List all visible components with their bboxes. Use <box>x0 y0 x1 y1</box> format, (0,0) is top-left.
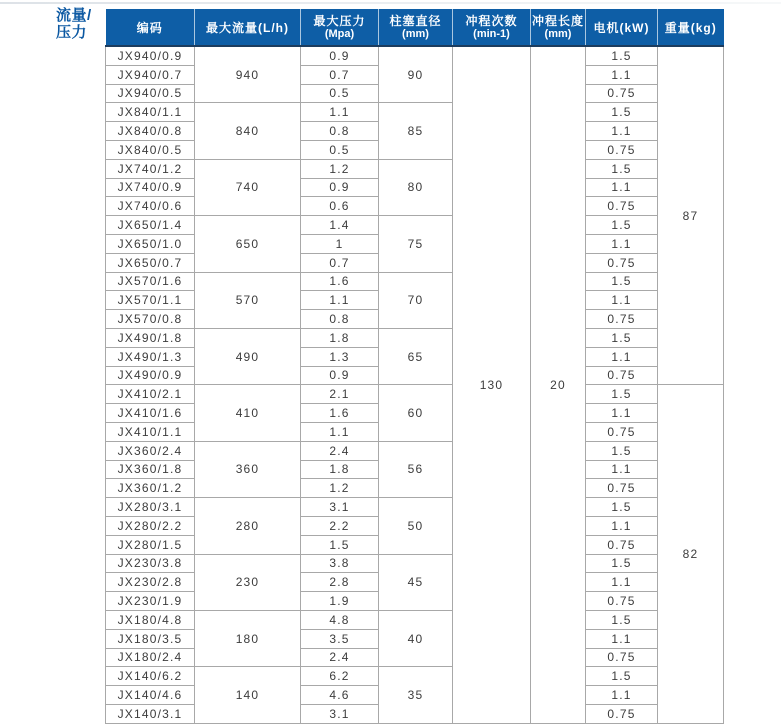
table-row <box>106 385 724 404</box>
cell-max-pressure: 2.1 <box>301 385 379 404</box>
cell-code: JX140/3.1 <box>106 704 195 723</box>
cell-max-flow: 570 <box>195 272 301 328</box>
column-header-7: 重量(kg) <box>658 9 724 46</box>
cell-code: JX650/0.7 <box>106 253 195 272</box>
cell-motor-power: 1.5 <box>586 441 658 460</box>
cell-motor-power: 1.5 <box>586 159 658 178</box>
cell-motor-power: 0.75 <box>586 253 658 272</box>
cell-code: JX410/1.1 <box>106 422 195 441</box>
cell-max-pressure: 2.8 <box>301 573 379 592</box>
cell-max-pressure: 1.8 <box>301 460 379 479</box>
cell-code: JX280/3.1 <box>106 498 195 517</box>
cell-motor-power: 0.75 <box>586 84 658 103</box>
cell-code: JX570/0.8 <box>106 310 195 329</box>
table-row <box>106 441 724 460</box>
cell-plunger-diameter: 85 <box>379 103 453 159</box>
cell-max-flow: 230 <box>195 554 301 610</box>
cell-motor-power: 1.1 <box>586 460 658 479</box>
cell-code: JX840/1.1 <box>106 103 195 122</box>
table-row <box>106 667 724 686</box>
cell-max-pressure: 1.8 <box>301 328 379 347</box>
section-label-flow-pressure <box>56 7 92 41</box>
cell-max-pressure: 2.4 <box>301 648 379 667</box>
cell-motor-power: 1.5 <box>586 46 658 65</box>
cell-motor-power: 0.75 <box>586 140 658 159</box>
cell-code: JX180/3.5 <box>106 629 195 648</box>
cell-motor-power: 1.5 <box>586 328 658 347</box>
cell-plunger-diameter: 45 <box>379 554 453 610</box>
cell-motor-power: 1.5 <box>586 554 658 573</box>
table-row <box>106 554 724 573</box>
cell-motor-power: 0.75 <box>586 648 658 667</box>
cell-stroke-rate: 130 <box>453 46 531 723</box>
cell-code: JX940/0.5 <box>106 84 195 103</box>
cell-max-pressure: 1.5 <box>301 535 379 554</box>
cell-code: JX840/0.5 <box>106 140 195 159</box>
cell-motor-power: 1.5 <box>586 667 658 686</box>
cell-plunger-diameter: 50 <box>379 498 453 554</box>
cell-max-pressure: 1.1 <box>301 103 379 122</box>
table-row <box>106 159 724 178</box>
cell-motor-power: 1.1 <box>586 122 658 141</box>
cell-code: JX490/1.8 <box>106 328 195 347</box>
cell-plunger-diameter: 35 <box>379 667 453 723</box>
cell-plunger-diameter: 80 <box>379 159 453 215</box>
cell-max-pressure: 3.8 <box>301 554 379 573</box>
cell-max-pressure: 1.9 <box>301 592 379 611</box>
cell-plunger-diameter: 75 <box>379 216 453 272</box>
column-header-3: 柱塞直径 (mm) <box>379 9 453 46</box>
cell-motor-power: 0.75 <box>586 422 658 441</box>
cell-max-pressure: 0.5 <box>301 140 379 159</box>
cell-motor-power: 0.75 <box>586 310 658 329</box>
cell-motor-power: 1.5 <box>586 385 658 404</box>
cell-code: JX280/2.2 <box>106 516 195 535</box>
cell-max-pressure: 1 <box>301 234 379 253</box>
cell-code: JX740/0.9 <box>106 178 195 197</box>
cell-max-pressure: 0.9 <box>301 178 379 197</box>
cell-code: JX740/0.6 <box>106 197 195 216</box>
table-row <box>106 216 724 235</box>
cell-motor-power: 1.5 <box>586 610 658 629</box>
cell-max-flow: 360 <box>195 441 301 497</box>
cell-motor-power: 1.1 <box>586 347 658 366</box>
cell-max-pressure: 0.8 <box>301 310 379 329</box>
cell-max-pressure: 1.1 <box>301 422 379 441</box>
spec-table-body <box>106 46 724 723</box>
column-header-1: 最大流量(L/h) <box>195 9 301 46</box>
pump-spec-table <box>105 9 724 724</box>
cell-motor-power: 1.1 <box>586 65 658 84</box>
cell-max-pressure: 3.5 <box>301 629 379 648</box>
cell-max-pressure: 2.4 <box>301 441 379 460</box>
cell-max-pressure: 2.2 <box>301 516 379 535</box>
column-header-2: 最大压力 (Mpa) <box>301 9 379 46</box>
cell-code: JX230/3.8 <box>106 554 195 573</box>
section-label-line2: 压力 <box>56 24 88 41</box>
cell-code: JX180/2.4 <box>106 648 195 667</box>
cell-max-pressure: 3.1 <box>301 704 379 723</box>
cell-code: JX740/1.2 <box>106 159 195 178</box>
cell-plunger-diameter: 56 <box>379 441 453 497</box>
cell-code: JX230/1.9 <box>106 592 195 611</box>
cell-code: JX570/1.1 <box>106 291 195 310</box>
cell-max-pressure: 4.6 <box>301 686 379 705</box>
cell-motor-power: 1.1 <box>586 291 658 310</box>
cell-motor-power: 1.5 <box>586 498 658 517</box>
cell-motor-power: 0.75 <box>586 479 658 498</box>
cell-code: JX650/1.0 <box>106 234 195 253</box>
cell-max-flow: 840 <box>195 103 301 159</box>
cell-plunger-diameter: 60 <box>379 385 453 441</box>
cell-max-pressure: 1.3 <box>301 347 379 366</box>
cell-motor-power: 1.5 <box>586 216 658 235</box>
cell-code: JX410/1.6 <box>106 404 195 423</box>
cell-motor-power: 0.75 <box>586 535 658 554</box>
column-header-0: 编码 <box>106 9 195 46</box>
cell-max-pressure: 3.1 <box>301 498 379 517</box>
cell-max-pressure: 6.2 <box>301 667 379 686</box>
cell-plunger-diameter: 90 <box>379 46 453 103</box>
cell-code: JX570/1.6 <box>106 272 195 291</box>
cell-code: JX140/4.6 <box>106 686 195 705</box>
cell-code: JX410/2.1 <box>106 385 195 404</box>
cell-max-flow: 650 <box>195 216 301 272</box>
cell-motor-power: 1.5 <box>586 272 658 291</box>
cell-max-flow: 490 <box>195 328 301 384</box>
cell-max-pressure: 0.8 <box>301 122 379 141</box>
cell-max-pressure: 0.6 <box>301 197 379 216</box>
table-row <box>106 103 724 122</box>
cell-motor-power: 1.1 <box>586 234 658 253</box>
cell-motor-power: 1.5 <box>586 103 658 122</box>
cell-max-pressure: 1.6 <box>301 272 379 291</box>
cell-max-flow: 180 <box>195 610 301 666</box>
cell-max-pressure: 0.7 <box>301 65 379 84</box>
cell-code: JX360/2.4 <box>106 441 195 460</box>
cell-code: JX360/1.8 <box>106 460 195 479</box>
section-label-line1: 流量/ <box>56 7 92 24</box>
cell-max-flow: 410 <box>195 385 301 441</box>
cell-code: JX230/2.8 <box>106 573 195 592</box>
cell-code: JX140/6.2 <box>106 667 195 686</box>
cell-motor-power: 0.75 <box>586 704 658 723</box>
table-row <box>106 46 724 65</box>
cell-max-flow: 140 <box>195 667 301 723</box>
spec-table-header-row <box>106 9 724 46</box>
cell-motor-power: 0.75 <box>586 592 658 611</box>
column-header-4: 冲程次数 (min-1) <box>453 9 531 46</box>
cell-code: JX940/0.7 <box>106 65 195 84</box>
cell-motor-power: 1.1 <box>586 629 658 648</box>
cell-stroke-length: 20 <box>531 46 586 723</box>
cell-plunger-diameter: 40 <box>379 610 453 666</box>
table-row <box>106 498 724 517</box>
cell-max-pressure: 1.1 <box>301 291 379 310</box>
cell-weight: 87 <box>658 46 724 385</box>
cell-max-pressure: 0.9 <box>301 366 379 385</box>
cell-motor-power: 1.1 <box>586 516 658 535</box>
table-row <box>106 328 724 347</box>
cell-max-pressure: 1.4 <box>301 216 379 235</box>
cell-motor-power: 1.1 <box>586 573 658 592</box>
cell-motor-power: 1.1 <box>586 686 658 705</box>
cell-motor-power: 0.75 <box>586 197 658 216</box>
cell-max-pressure: 1.2 <box>301 479 379 498</box>
cell-motor-power: 1.1 <box>586 178 658 197</box>
cell-code: JX280/1.5 <box>106 535 195 554</box>
cell-max-flow: 740 <box>195 159 301 215</box>
cell-max-pressure: 0.7 <box>301 253 379 272</box>
cell-plunger-diameter: 70 <box>379 272 453 328</box>
cell-code: JX940/0.9 <box>106 46 195 65</box>
cell-code: JX180/4.8 <box>106 610 195 629</box>
cell-max-flow: 940 <box>195 46 301 103</box>
cell-motor-power: 1.1 <box>586 404 658 423</box>
cell-code: JX490/1.3 <box>106 347 195 366</box>
cell-motor-power: 0.75 <box>586 366 658 385</box>
table-row <box>106 610 724 629</box>
cell-plunger-diameter: 65 <box>379 328 453 384</box>
page-top-divider <box>0 2 781 4</box>
cell-max-pressure: 1.6 <box>301 404 379 423</box>
cell-weight: 82 <box>658 385 724 723</box>
cell-code: JX840/0.8 <box>106 122 195 141</box>
column-header-6: 电机(kW) <box>586 9 658 46</box>
cell-max-pressure: 0.9 <box>301 46 379 65</box>
cell-code: JX650/1.4 <box>106 216 195 235</box>
column-header-5: 冲程长度 (mm) <box>531 9 586 46</box>
table-row <box>106 272 724 291</box>
cell-max-flow: 280 <box>195 498 301 554</box>
cell-max-pressure: 4.8 <box>301 610 379 629</box>
cell-code: JX490/0.9 <box>106 366 195 385</box>
cell-max-pressure: 1.2 <box>301 159 379 178</box>
cell-code: JX360/1.2 <box>106 479 195 498</box>
cell-max-pressure: 0.5 <box>301 84 379 103</box>
